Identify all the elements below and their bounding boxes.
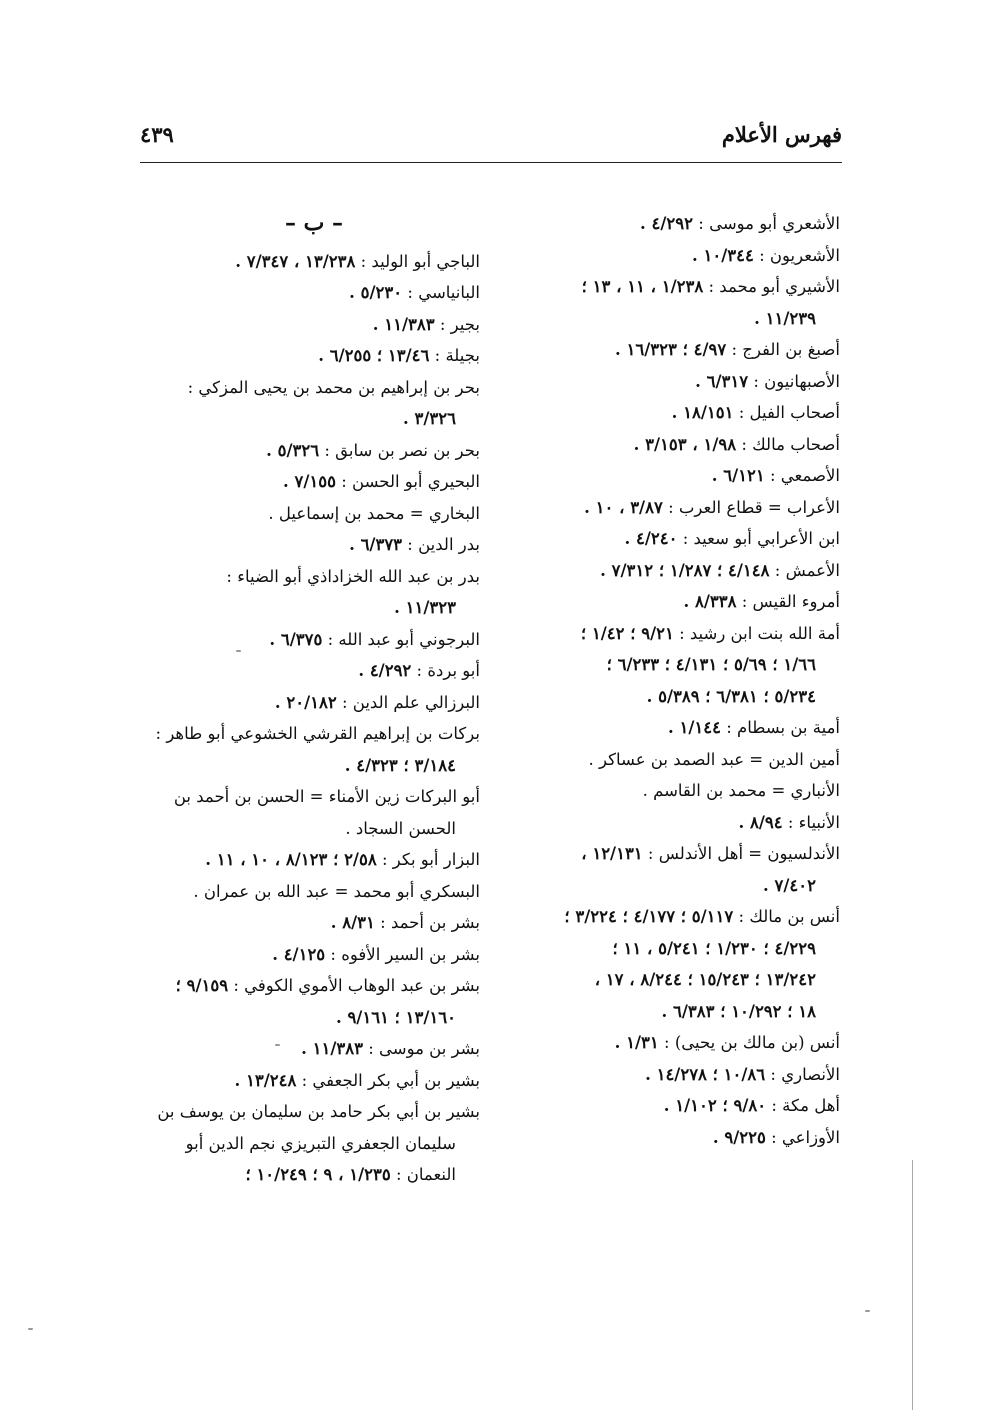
- entry-name: بشر بن السير الأفوه :: [330, 944, 480, 964]
- entry-name: أهل مكة :: [771, 1096, 840, 1115]
- header-rule: [140, 162, 842, 163]
- index-entry-continuation: [510, 681, 840, 713]
- index-entry: [510, 1090, 840, 1122]
- entry-references: ١١/٢٣٩ .: [754, 308, 816, 328]
- entry-name: أنس بن مالك :: [738, 907, 840, 926]
- index-entry: [510, 397, 840, 429]
- index-entry: [148, 844, 480, 876]
- index-entry: [148, 655, 480, 687]
- entry-references: ١/٢٣٨ ، ١١ ، ١٣ ؛: [581, 277, 704, 296]
- index-entry: [510, 523, 840, 555]
- entry-name: أمروء القيس :: [741, 592, 840, 611]
- entry-references: ٩/١٥٩ ؛: [175, 976, 229, 995]
- entry-references: ٤/١٢٥ .: [272, 944, 326, 964]
- entry-name: بدر الدين :: [407, 535, 480, 554]
- entry-references: ٥/١١٧ ؛ ٤/١٧٧ ؛ ٣/٢٢٤ ؛: [564, 907, 734, 926]
- index-entry: [510, 1122, 840, 1154]
- index-entry: [510, 429, 840, 461]
- entry-references: ٧/٤٠٢ .: [763, 875, 816, 895]
- entry-references: ١٨ ؛ ١٠/٢٩٢ ؛ ٦/٣٨٣ .: [661, 1001, 816, 1021]
- index-entry: [148, 876, 480, 908]
- scan-margin-line: [912, 1160, 913, 1410]
- entry-references: ٢٠/١٨٢ .: [274, 692, 337, 712]
- entry-name: أبو بردة :: [416, 661, 480, 680]
- entry-references: ١٢/١٣١ ،: [581, 844, 643, 863]
- index-entry-continuation: [148, 592, 480, 624]
- entry-name: أصحاب مالك :: [741, 434, 840, 454]
- index-entry: [510, 586, 840, 618]
- entry-name: البزار أبو بكر :: [381, 850, 480, 869]
- entry-name: بحر بن نصر بن سابق :: [324, 440, 480, 460]
- entry-name: الأشيري أبو محمد :: [708, 277, 840, 296]
- entry-references: ٧/١٥٥ .: [282, 472, 336, 491]
- index-entry: [148, 718, 480, 750]
- entry-references: ١٣/٢٣٨ ، ٧/٣٤٧ .: [235, 251, 356, 271]
- index-entry: [510, 492, 840, 524]
- index-entry: [148, 1065, 480, 1097]
- entry-references: ٨/٣١ .: [330, 913, 375, 932]
- entry-references: ١/٢٣٥ ، ٩ ؛ ١٠/٢٤٩ ؛: [245, 1165, 391, 1184]
- entry-references: ٨/٣٣٨ .: [683, 592, 737, 611]
- index-entry: [148, 907, 480, 939]
- entry-references: ٦/٣١٧ .: [695, 371, 749, 391]
- section-heading-ba: – ب –: [284, 210, 344, 236]
- entry-references: ١٣/٢٤٨ .: [234, 1070, 297, 1090]
- index-entry: [148, 624, 480, 656]
- entry-references: ٤/١٤٨ ؛ ١/٢٨٧ ؛ ٧/٣١٢ .: [600, 560, 770, 580]
- entry-name: البانياسي :: [407, 283, 480, 302]
- entry-references: ١٣/٤٦ ؛ ٦/٢٥٥ .: [318, 346, 430, 365]
- entry-references: ٥/٢٣٠ .: [349, 283, 403, 302]
- entry-references: ٤/٢٩٢ .: [640, 214, 694, 233]
- index-entry-continuation: [510, 964, 840, 996]
- entry-references: ٤/٢٤٠ .: [624, 529, 678, 548]
- index-entry: [148, 372, 480, 404]
- index-entry: [510, 901, 840, 933]
- index-entry: [148, 466, 480, 498]
- entry-references: ٩/٢٢٥ .: [712, 1127, 766, 1147]
- index-entry-continuation: [148, 1128, 480, 1160]
- entry-name: البحيري أبو الحسن :: [341, 472, 480, 491]
- index-column-right: [510, 208, 840, 1153]
- index-entry: [148, 970, 480, 1002]
- entry-name: بدر بن عبد الله الخزاداذي أبو الضياء :: [226, 566, 480, 586]
- entry-references: ١/٦٦ ؛ ٥/٦٩ ؛ ٤/١٣١ ؛ ٦/٢٣٣ ؛: [606, 655, 816, 674]
- index-entry: [510, 744, 840, 776]
- index-entry: [510, 1059, 840, 1091]
- scan-speck: [28, 1328, 33, 1330]
- index-entry-continuation: [510, 933, 840, 965]
- entry-name: بشير بن أبي بكر الجعفي :: [301, 1070, 480, 1090]
- index-entry-continuation: [148, 403, 480, 435]
- entry-references: ٥/٣٢٦ .: [266, 440, 320, 460]
- entry-name: البرزالي علم الدين :: [341, 692, 480, 712]
- entry-name: الأوزاعي :: [771, 1127, 840, 1147]
- index-entry-continuation: [510, 649, 840, 681]
- index-entry-continuation: [510, 996, 840, 1028]
- scan-speck: [865, 1310, 870, 1312]
- entry-name: أمية بن بسطام :: [726, 718, 840, 737]
- entry-references: ٦/١٢١ .: [711, 466, 765, 485]
- index-entry: [148, 939, 480, 971]
- index-entry: [510, 271, 840, 303]
- index-entry: [510, 208, 840, 240]
- entry-name: الأصبهانيون :: [753, 371, 840, 391]
- entry-name: الأشعريون :: [759, 245, 840, 265]
- entry-name: البسكري أبو محمد = عبد الله بن عمران .: [193, 881, 480, 901]
- index-entry-continuation: [510, 870, 840, 902]
- index-entry: [510, 712, 840, 744]
- index-entry: [148, 687, 480, 719]
- index-entry-continuation: [148, 1002, 480, 1034]
- entry-references: ١/١٤٤ .: [667, 718, 721, 737]
- entry-references: ٨/٩٤ .: [738, 812, 783, 832]
- index-entry: [510, 334, 840, 366]
- entry-name: الأندلسيون = أهل الأندلس :: [647, 844, 840, 863]
- entry-references: ٣/٨٧ ، ١٠ .: [584, 497, 663, 517]
- scan-speck: [236, 650, 241, 652]
- entry-name: بشر بن أحمد :: [380, 913, 480, 932]
- entry-name: أبو البركات زين الأمناء = الحسن بن أحمد بن: [173, 787, 480, 806]
- scan-speck: [275, 1044, 280, 1046]
- entry-references: ١٠/٣٤٤ .: [691, 245, 754, 265]
- entry-name: بحر بن إبراهيم بن محمد بن يحيى المزكي :: [187, 377, 480, 397]
- entry-name: أنس (بن مالك بن يحيى) :: [664, 1033, 840, 1052]
- entry-name: الأعمش :: [774, 560, 840, 580]
- entry-name: بشر بن عبد الوهاب الأموي الكوفي :: [233, 976, 480, 995]
- entry-references: ٤/٩٧ ؛ ١٦/٣٢٣ .: [615, 340, 727, 359]
- index-entry-continuation: [148, 750, 480, 782]
- entry-name: سليمان الجعفري التبريزي نجم الدين أبو: [185, 1133, 456, 1153]
- entry-name: الأنباري = محمد بن القاسم .: [642, 781, 840, 800]
- page-number: ٤٣٩: [140, 122, 174, 147]
- entry-name: الأنبياء :: [787, 812, 840, 832]
- entry-name: النعمان :: [395, 1165, 456, 1184]
- entry-references: ٦/٣٧٥ .: [269, 629, 323, 649]
- entry-name: البرجوني أبو عبد الله :: [327, 629, 480, 649]
- entry-name: الأصمعي :: [769, 466, 840, 485]
- entry-references: ٢/٥٨ ؛ ٨/١٢٣ ، ١٠ ، ١١ .: [205, 850, 377, 869]
- entry-references: ٩/٢١ ؛ ١/٤٢ ؛: [580, 623, 674, 643]
- entry-name: بركات بن إبراهيم القرشي الخشوعي أبو طاهر :: [155, 724, 480, 743]
- entry-references: ١٣/١٦٠ ؛ ٩/١٦١ .: [335, 1007, 456, 1027]
- entry-name: البخاري = محمد بن إسماعيل .: [268, 503, 480, 523]
- entry-references: ٣/٣٢٦ .: [403, 409, 456, 428]
- page-header: [140, 118, 842, 158]
- index-entry: [510, 775, 840, 807]
- index-entry: [148, 1096, 480, 1128]
- index-entry-continuation: [148, 813, 480, 845]
- index-entry: [148, 561, 480, 593]
- index-column-left: [148, 208, 480, 1191]
- entry-name: الأنصاري :: [770, 1064, 840, 1084]
- entry-name: بجير :: [439, 314, 480, 334]
- index-entry: [510, 807, 840, 839]
- index-entry: [148, 498, 480, 530]
- index-entry: [510, 618, 840, 650]
- entry-name: بشير بن أبي بكر حامد بن سليمان بن يوسف بن: [157, 1102, 480, 1121]
- entry-name: الأشعري أبو موسى :: [698, 214, 840, 233]
- entry-name: الباجي أبو الوليد :: [360, 251, 480, 271]
- entry-name: بجيلة :: [434, 346, 480, 365]
- index-entry: [148, 340, 480, 372]
- index-entry: [510, 1027, 840, 1059]
- index-entry-continuation: [148, 1159, 480, 1191]
- entry-references: ١٣/٢٤٢ ؛ ١٥/٢٤٣ ؛ ٨/٢٤٤ ، ١٧ ،: [594, 970, 816, 989]
- entry-references: ١/٣١ .: [614, 1033, 659, 1052]
- entry-references: ٤/٢٢٩ ؛ ١/٢٣٠ ؛ ٥/٢٤١ ، ١١ ؛: [612, 938, 816, 958]
- entry-references: ١١/٣٨٣ .: [372, 314, 435, 334]
- entry-references: ٦/٣٧٣ .: [349, 535, 403, 554]
- running-title: فهرس الأعلام: [721, 122, 842, 147]
- entry-name: بشر بن موسى :: [368, 1039, 480, 1058]
- entry-name: ابن الأعرابي أبو سعيد :: [682, 529, 840, 548]
- index-entry: [510, 366, 840, 398]
- entry-references: ١/٩٨ ، ٣/١٥٣ .: [633, 434, 737, 454]
- entry-references: ١٨/١٥١ .: [671, 403, 734, 422]
- entry-references: ١١/٣٨٣ .: [301, 1039, 363, 1058]
- entry-references: ١٠/٨٦ ؛ ١٤/٢٧٨ .: [645, 1064, 766, 1084]
- index-entry-continuation: [510, 303, 840, 335]
- index-entry: [510, 240, 840, 272]
- index-entry: [148, 529, 480, 561]
- index-entry: [510, 838, 840, 870]
- entry-references: ١١/٣٢٣ .: [394, 598, 456, 617]
- entry-name: أمين الدين = عبد الصمد بن عساكر .: [588, 749, 840, 769]
- entry-name: الحسن السجاد .: [345, 818, 456, 838]
- entry-references: ٥/٢٣٤ ؛ ٦/٣٨١ ؛ ٥/٣٨٩ .: [646, 686, 816, 706]
- entry-name: أصبغ بن الفرج :: [731, 340, 840, 359]
- entry-name: الأعراب = قطاع العرب :: [668, 497, 840, 517]
- index-entry: [148, 277, 480, 309]
- index-entry: [148, 781, 480, 813]
- index-entry: [148, 435, 480, 467]
- index-entry: [510, 460, 840, 492]
- entry-references: ٣/١٨٤ ؛ ٤/٣٢٣ .: [344, 755, 456, 775]
- index-entry: [148, 309, 480, 341]
- entry-name: أمة الله بنت ابن رشيد :: [679, 623, 840, 643]
- index-entry: [148, 246, 480, 278]
- index-entry: [148, 1033, 480, 1065]
- entry-references: ٤/٢٩٢ .: [358, 661, 412, 680]
- entry-name: أصحاب الفيل :: [738, 403, 840, 422]
- index-entry: [510, 555, 840, 587]
- entry-references: ٩/٨٠ ؛ ١/١٠٢ .: [663, 1096, 767, 1115]
